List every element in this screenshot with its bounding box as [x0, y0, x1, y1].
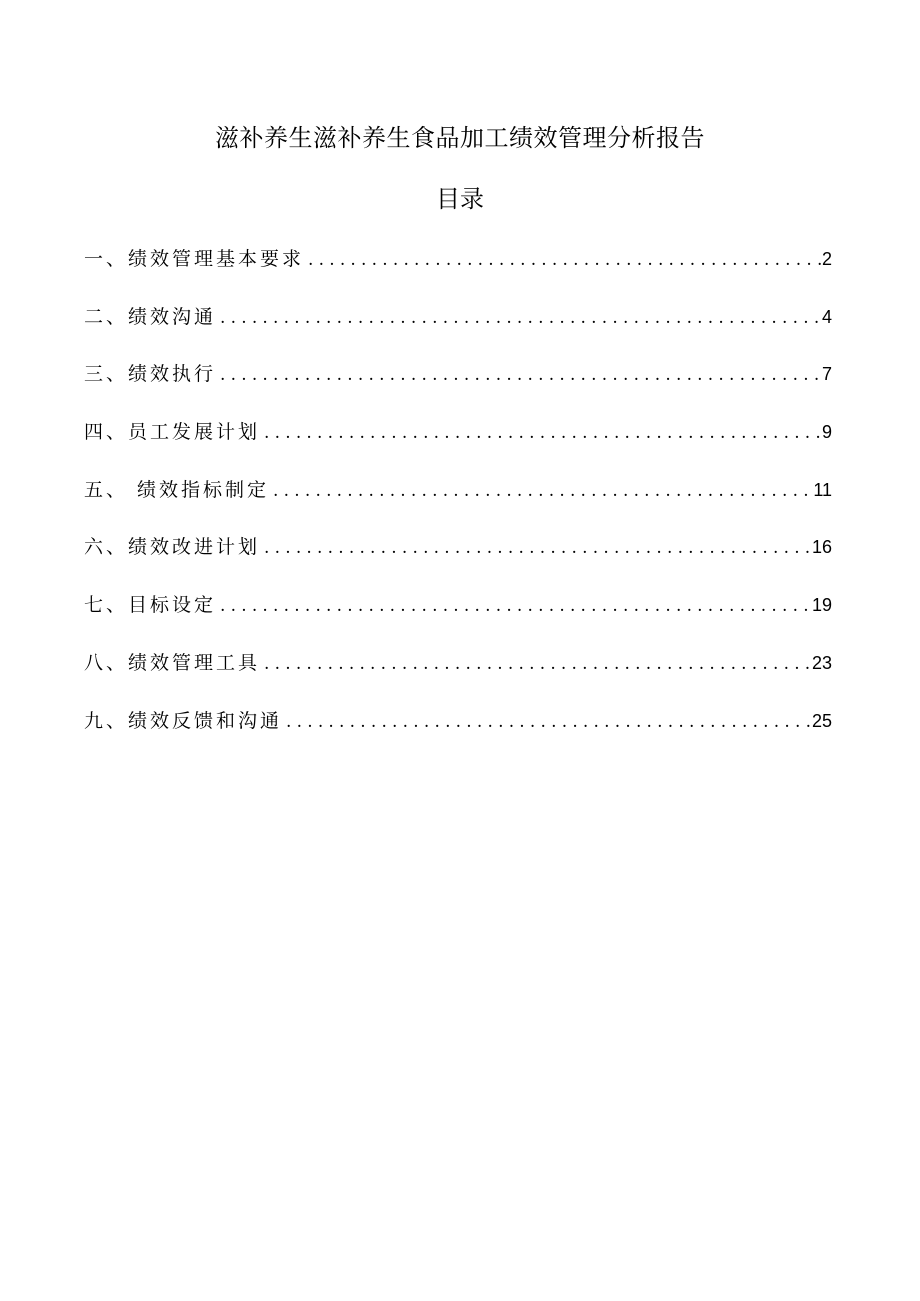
toc-entry-label: 三、绩效执行: [84, 363, 217, 386]
toc-dot-leader: [260, 645, 812, 683]
toc-entry-7[interactable]: [84, 586, 832, 644]
toc-entry-page: 9: [821, 422, 832, 443]
toc-entry-page: 11: [813, 479, 832, 500]
toc-entry-page: 19: [811, 595, 832, 616]
toc-entry-page: 23: [811, 652, 832, 673]
toc-entry-label: 六、绩效改进计划: [84, 536, 261, 559]
toc-entry-label: 七、目标设定: [84, 594, 217, 617]
toc-entry-6[interactable]: [84, 528, 832, 586]
toc-heading: 目录: [436, 185, 484, 213]
toc-entry-label: 四、员工发展计划: [84, 421, 261, 444]
toc-entry-label: 九、绩效反馈和沟通: [84, 709, 283, 732]
document-title: 滋补养生滋补养生食品加工绩效管理分析报告: [215, 124, 705, 152]
toc-entry-label: 五、 绩效指标制定: [84, 478, 270, 501]
toc-entry-page: 25: [811, 710, 832, 731]
toc-entry-page: 7: [821, 364, 832, 385]
toc-entry-9[interactable]: [84, 702, 832, 760]
toc-dot-leader: [216, 299, 822, 337]
toc-entry-label: 二、绩效沟通: [84, 305, 217, 328]
toc-entry-3[interactable]: [84, 355, 832, 413]
toc-dot-leader: [282, 703, 812, 741]
toc-dot-leader: [260, 414, 822, 452]
toc-dot-leader: [216, 356, 822, 394]
toc-entry-page: 16: [811, 537, 832, 558]
toc-dot-leader: [216, 587, 812, 625]
table-of-contents: [84, 240, 832, 759]
toc-entry-label: 一、绩效管理基本要求: [84, 248, 305, 270]
toc-entry-label: 八、绩效管理工具: [84, 651, 261, 674]
toc-entry-8[interactable]: [84, 644, 832, 702]
toc-entry-4[interactable]: [84, 413, 832, 471]
toc-dot-leader: [269, 472, 813, 510]
toc-dot-leader: [304, 241, 822, 279]
toc-entry-2[interactable]: [84, 298, 832, 356]
toc-dot-leader: [260, 529, 812, 567]
toc-entry-page: 4: [821, 306, 832, 327]
toc-entry-page: 2: [821, 249, 832, 269]
toc-entry-5[interactable]: [84, 471, 832, 529]
toc-entry-1[interactable]: [84, 240, 832, 298]
